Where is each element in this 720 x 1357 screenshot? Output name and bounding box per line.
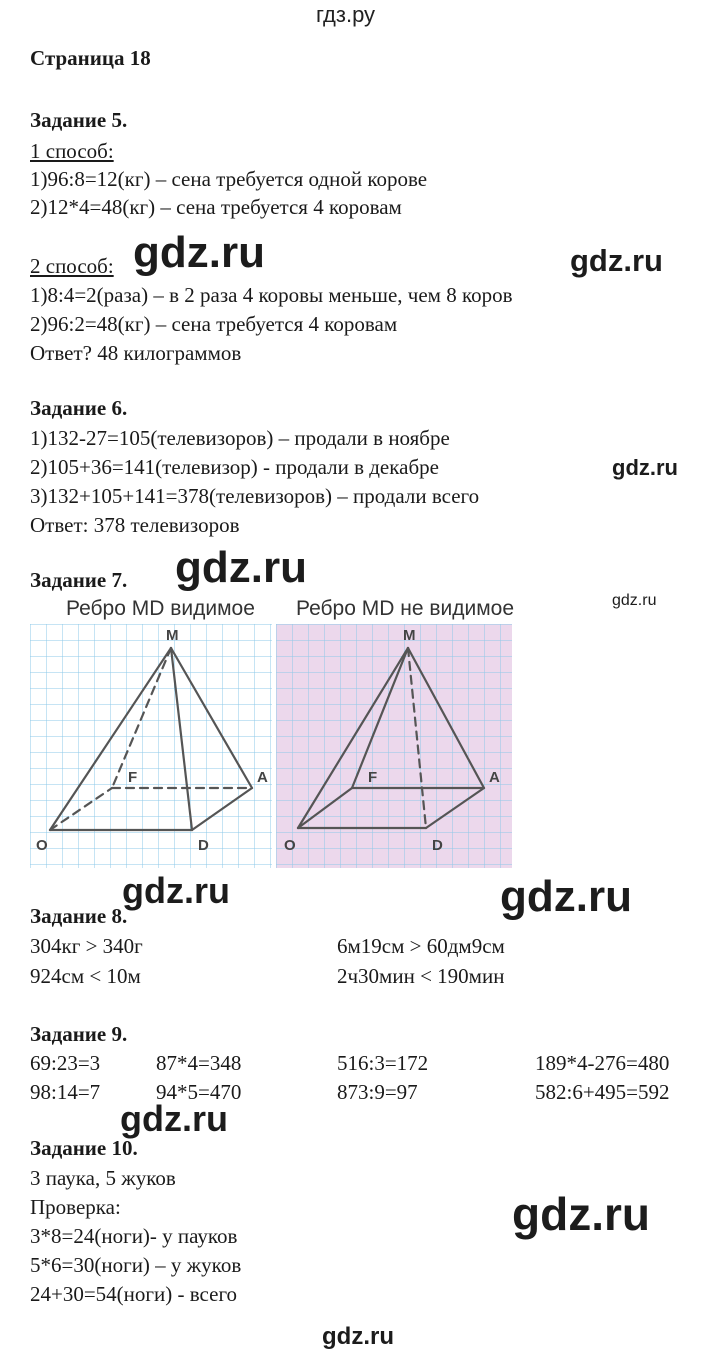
watermark: gdz.ru — [612, 455, 678, 480]
task9-item: 94*5=470 — [156, 1080, 242, 1104]
task10-line: 5*6=30(ноги) – у жуков — [30, 1253, 242, 1277]
task10-line: 3*8=24(ноги)- у пауков — [30, 1224, 238, 1248]
task9-item: 189*4-276=480 — [535, 1051, 670, 1075]
vertex-label-d: D — [432, 837, 443, 854]
page-title: Страница 18 — [30, 46, 151, 70]
task8-item: 924см < 10м — [30, 964, 141, 988]
task5-way2-line: 1)8:4=2(раза) – в 2 раза 4 коровы меньше, чем 8 коров — [30, 283, 513, 307]
task10-line: 3 паука, 5 жуков — [30, 1166, 176, 1190]
grid-lines — [30, 624, 272, 868]
pyramid-figure-visible — [30, 624, 272, 868]
watermark: gdz.ru — [133, 228, 265, 277]
task9-item: 98:14=7 — [30, 1080, 101, 1104]
vertex-label-f: F — [368, 769, 378, 786]
task9-item: 69:23=3 — [30, 1051, 101, 1075]
task6-line: 3)132+105+141=378(телевизоров) – продали всего — [30, 484, 480, 508]
vertex-label-m: M — [403, 627, 416, 644]
vertex-label-f: F — [128, 769, 138, 786]
task8-item: 304кг > 340г — [30, 934, 143, 958]
task6-answer: Ответ: 378 телевизоров — [30, 513, 240, 537]
task9-title: Задание 9. — [30, 1022, 128, 1046]
vertex-label-a: A — [257, 769, 268, 786]
task8-item: 6м19см > 60дм9см — [337, 934, 505, 958]
watermark: gdz.ru — [570, 243, 663, 278]
pyramid-figure-hidden — [276, 624, 512, 868]
task8-item: 2ч30мин < 190мин — [337, 964, 505, 988]
vertex-label-d: D — [198, 837, 209, 854]
watermark: gdz.ru — [500, 872, 632, 921]
grid-lines — [276, 624, 512, 868]
task7-title: Задание 7. — [30, 568, 128, 592]
vertex-label-o: O — [284, 837, 296, 854]
task10-line: 24+30=54(ноги) - всего — [30, 1282, 238, 1306]
task6-line: 1)132-27=105(телевизоров) – продали в ноябре — [30, 426, 450, 450]
watermark: gdz.ru — [175, 543, 307, 592]
watermark: gdz.ru — [612, 592, 657, 609]
task8-title: Задание 8. — [30, 904, 128, 928]
task9-item: 516:3=172 — [337, 1051, 429, 1075]
task10-title: Задание 10. — [30, 1136, 138, 1160]
task5-title: Задание 5. — [30, 108, 128, 132]
task5-way1-label: 1 способ: — [30, 139, 114, 163]
task5-way2-label: 2 способ: — [30, 254, 114, 278]
task5-answer: Ответ? 48 килограммов — [30, 341, 242, 365]
vertex-label-a: A — [489, 769, 500, 786]
watermark: gdz.ru — [120, 1098, 228, 1139]
figure-caption-right: Ребро MD не видимое — [296, 597, 515, 620]
task5-way1-line: 2)12*4=48(кг) – сена требуется 4 коровам — [30, 195, 402, 219]
task6-title: Задание 6. — [30, 396, 128, 420]
task9-item: 582:6+495=592 — [535, 1080, 670, 1104]
watermark: gdz.ru — [322, 1323, 394, 1350]
watermark: gdz.ru — [512, 1188, 650, 1240]
task6-line: 2)105+36=141(телевизор) - продали в декабре — [30, 455, 439, 479]
task5-way1-line: 1)96:8=12(кг) – сена требуется одной корове — [30, 167, 428, 191]
task9-item: 87*4=348 — [156, 1051, 242, 1075]
figure-caption-left: Ребро MD видимое — [66, 597, 255, 620]
site-title[interactable]: гдз.ру — [316, 2, 376, 27]
vertex-label-m: M — [166, 627, 179, 644]
task5-way2-line: 2)96:2=48(кг) – сена требуется 4 коровам — [30, 312, 398, 336]
task10-line: Проверка: — [30, 1195, 121, 1219]
task9-item: 873:9=97 — [337, 1080, 418, 1104]
watermark: gdz.ru — [122, 870, 230, 911]
vertex-label-o: O — [36, 837, 48, 854]
